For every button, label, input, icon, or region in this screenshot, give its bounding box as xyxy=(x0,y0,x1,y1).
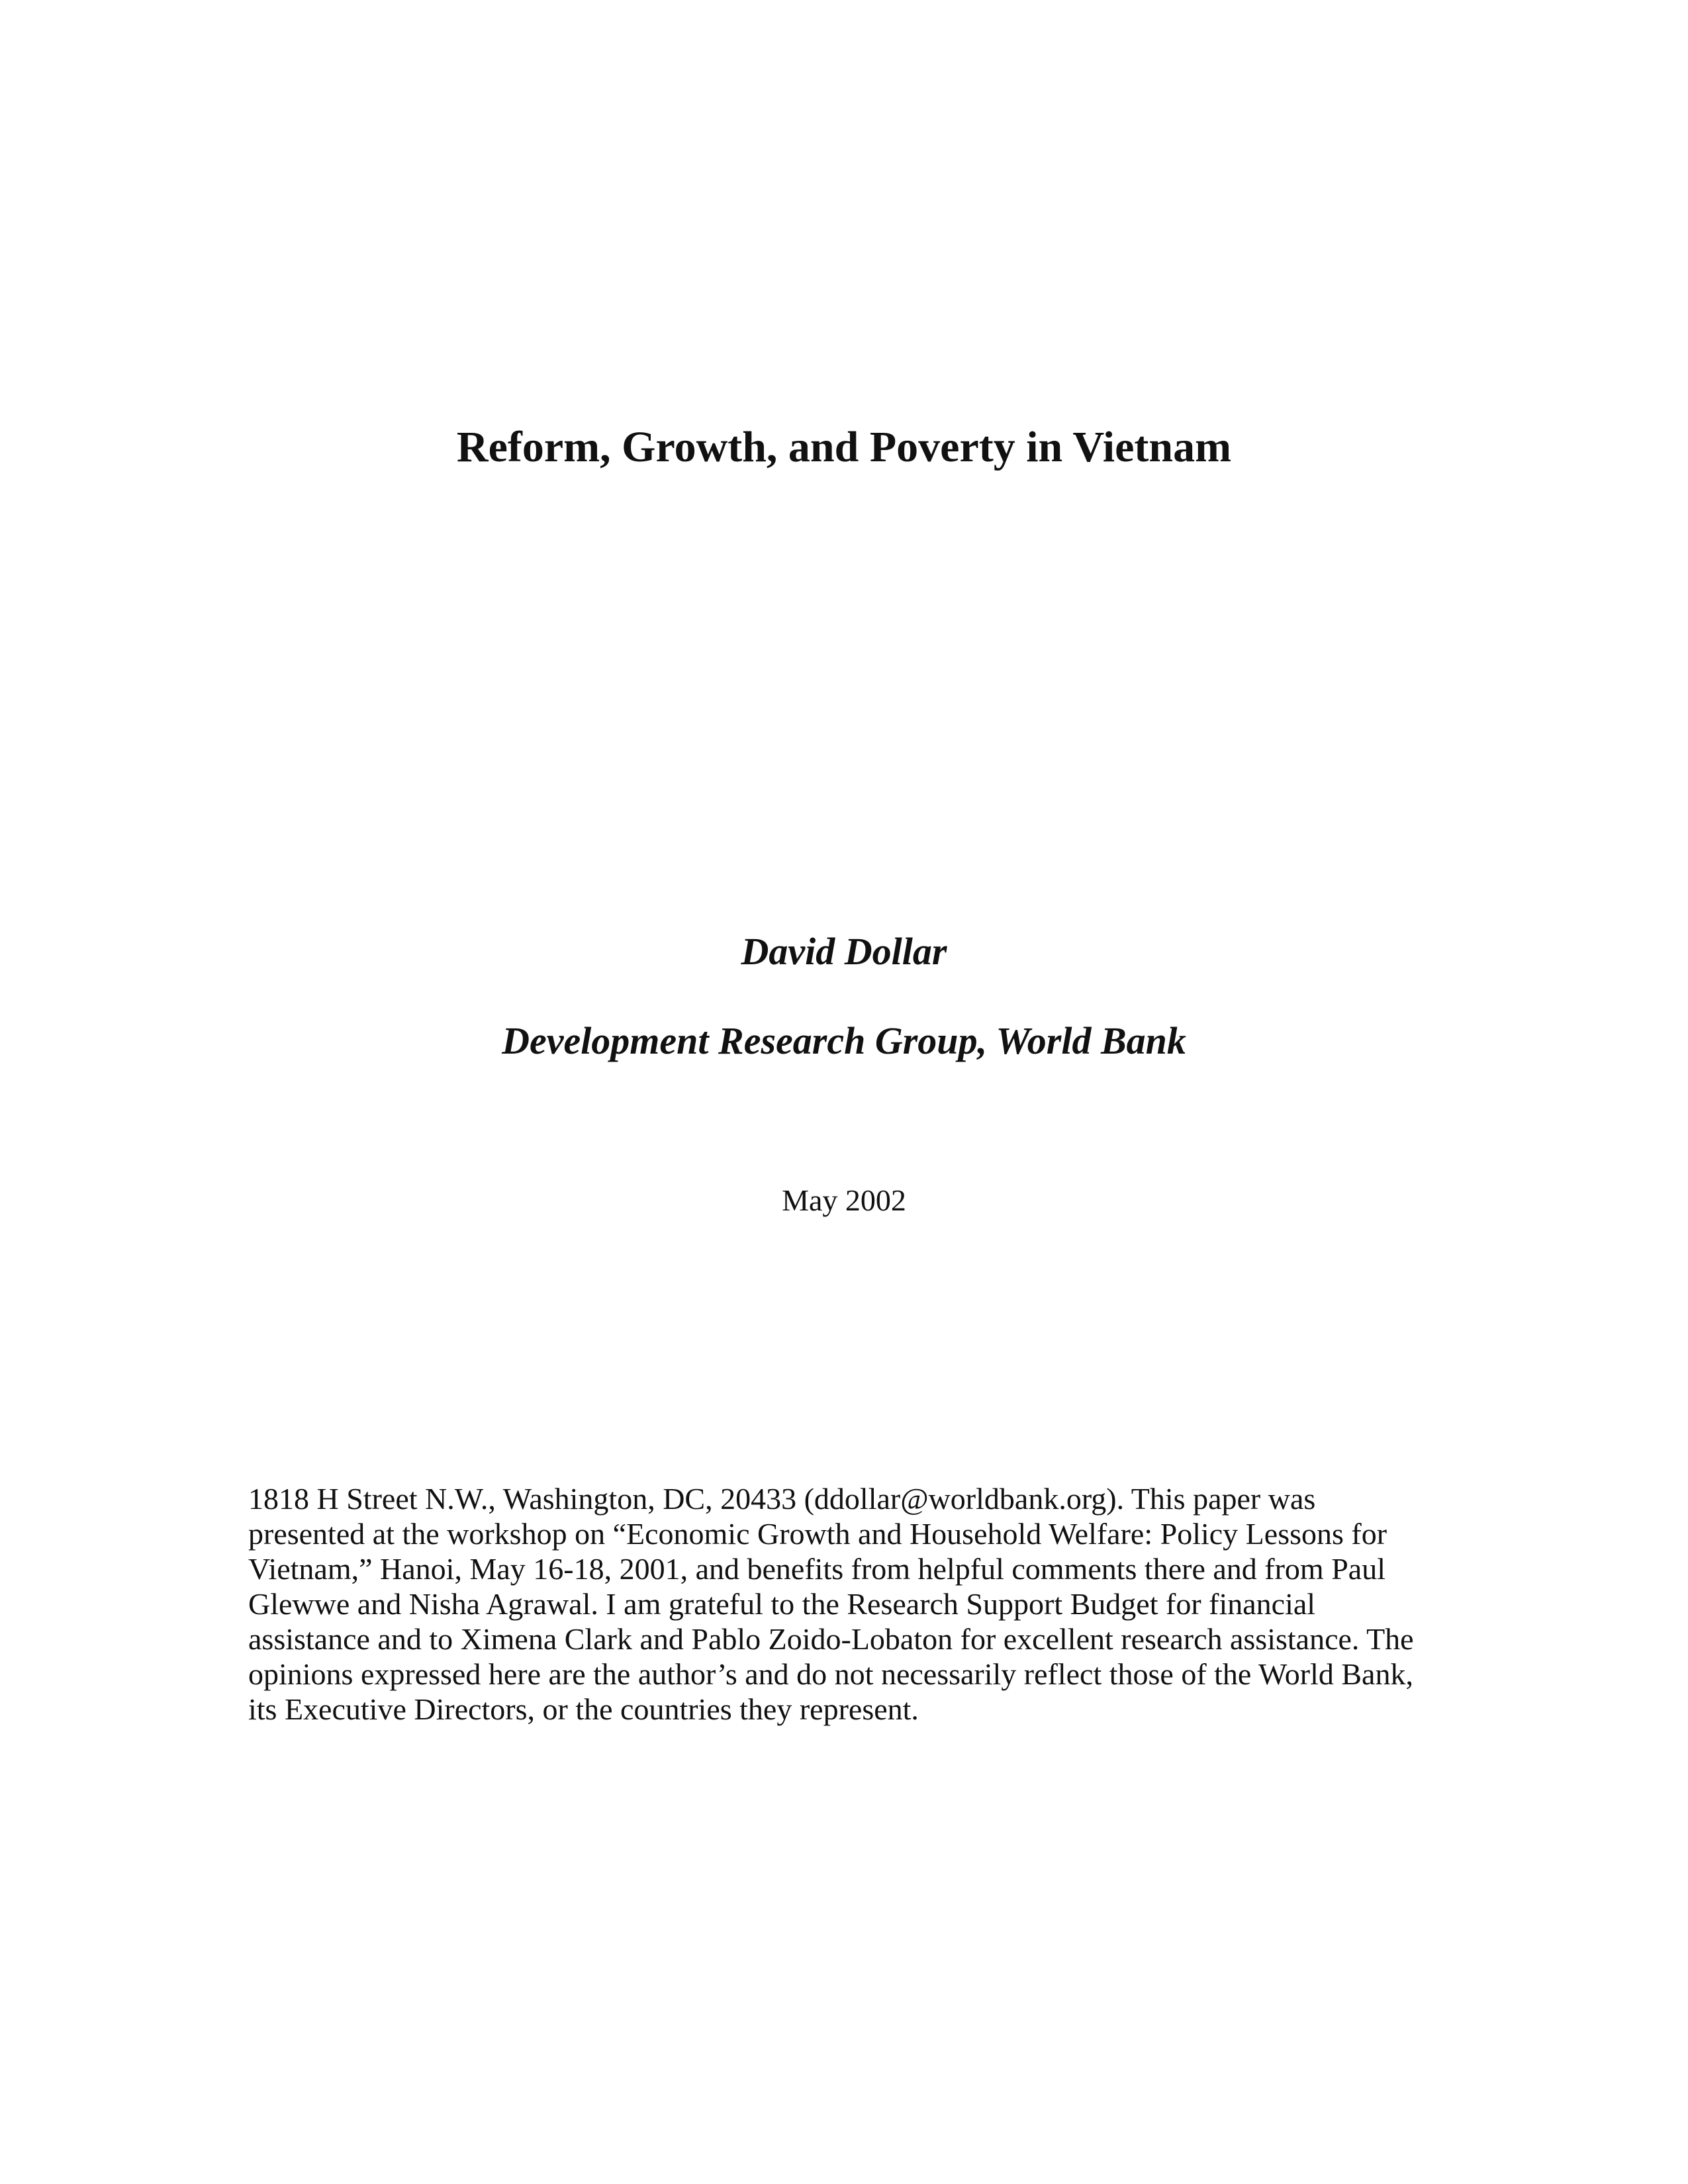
footnote-line: Vietnam,” Hanoi, May 16-18, 2001, and benefits from helpful comments there and from Paul xyxy=(248,1552,1385,1586)
footnote-line: presented at the workshop on “Economic Growth and Household Welfare: Policy Lessons for xyxy=(248,1517,1387,1551)
footnote-line: opinions expressed here are the author’s and do not necessarily reflect those of the World Bank, xyxy=(248,1657,1413,1691)
footnote-line: its Executive Directors, or the countries they represent. xyxy=(248,1692,919,1726)
publication-date: May 2002 xyxy=(782,1183,906,1217)
author-name: David Dollar xyxy=(741,930,947,973)
footnote-line: Glewwe and Nisha Agrawal. I am grateful to the Research Support Budget for financial xyxy=(248,1587,1316,1621)
footnote-line: 1818 H Street N.W., Washington, DC, 20433 (ddollar@worldbank.org). This paper was xyxy=(248,1482,1316,1516)
paper-title: Reform, Growth, and Poverty in Vietnam xyxy=(456,423,1232,471)
author-affiliation: Development Research Group, World Bank xyxy=(502,1019,1186,1062)
author-footnote xyxy=(248,1481,1453,1727)
footnote-line: assistance and to Ximena Clark and Pablo Zoido-Lobaton for excellent research assistance. The xyxy=(248,1622,1414,1656)
